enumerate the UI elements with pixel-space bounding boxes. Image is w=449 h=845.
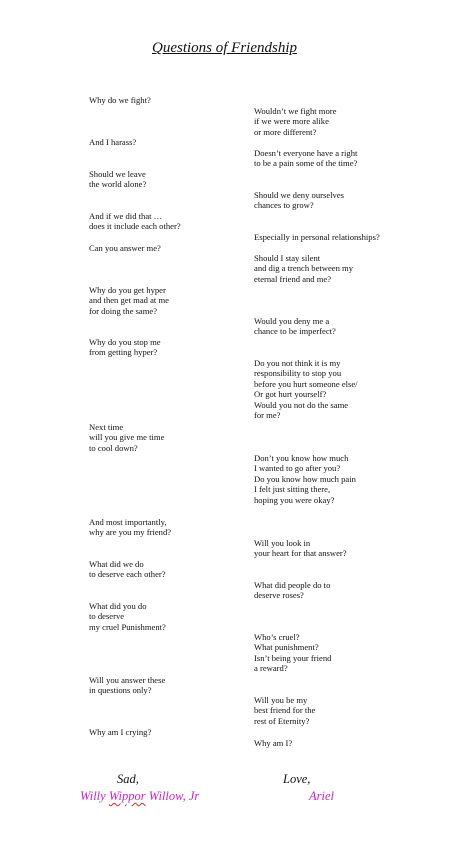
right-stanza-12: Will you be my best friend for the rest of Eternity? — [254, 695, 316, 726]
right-stanza-13: Why am I? — [254, 738, 293, 748]
left-stanza-11: What did you do to deserve my cruel Punishment? — [89, 601, 166, 632]
left-stanza-6: Why do you get hyper and then get mad at me for doing the same? — [89, 285, 169, 316]
left-stanza-13: Why am I crying? — [89, 727, 152, 737]
left-stanza-12: Will you answer these in questions only? — [89, 675, 166, 696]
left-closing: Sad, — [117, 772, 139, 786]
left-stanza-2: And I harass? — [89, 137, 137, 147]
left-stanza-3: Should we leave the world alone? — [89, 169, 147, 190]
left-name-first: Willy — [80, 789, 106, 803]
right-stanza-11: Who’s cruel? What punishment? Isn’t being your friend a reward? — [254, 632, 332, 674]
right-stanza-5: Should I stay silent and dig a trench between my eternal friend and me? — [254, 253, 354, 284]
right-stanza-3: Should we deny ourselves chances to grow? — [254, 190, 344, 211]
poem-title: Questions of Friendship — [152, 40, 297, 56]
left-stanza-1: Why do we fight? — [89, 95, 151, 105]
right-signature-name: Ariel — [309, 789, 334, 803]
left-stanza-5: Can you answer me? — [89, 243, 161, 253]
right-stanza-6: Would you deny me a chance to be imperfect? — [254, 316, 336, 337]
right-stanza-1: Wouldn’t we fight more if we were more alike or more different? — [254, 106, 337, 137]
right-stanza-10: What did people do to deserve roses? — [254, 580, 331, 601]
left-name-rest: Willow, Jr — [148, 789, 200, 803]
right-closing: Love, — [283, 772, 311, 786]
right-stanza-8: Don’t you know how much I wanted to go after you? Do you know how much pain I felt just sitting there, hoping you were okay? — [254, 453, 356, 505]
right-stanza-9: Will you look in your heart for that answer? — [254, 538, 347, 559]
right-stanza-4: Especially in personal relationships? — [254, 232, 380, 242]
left-stanza-8: Next time will you give me time to cool down? — [89, 422, 165, 453]
left-name-middle-misspelled: Wippor — [108, 789, 146, 803]
left-signature-name — [80, 789, 199, 804]
right-stanza-2: Doesn’t everyone have a right to be a pain some of the time? — [254, 148, 358, 169]
left-stanza-7: Why do you stop me from getting hyper? — [89, 337, 161, 358]
left-stanza-9: And most importantly, why are you my friend? — [89, 517, 172, 538]
left-stanza-10: What did we do to deserve each other? — [89, 559, 166, 580]
left-stanza-4: And if we did that … does it include each other? — [89, 211, 181, 232]
right-stanza-7: Do you not think it is my responsibility to stop you before you hurt someone else/ Or got hurt yourself? Would you not do the same for me? — [254, 358, 358, 421]
